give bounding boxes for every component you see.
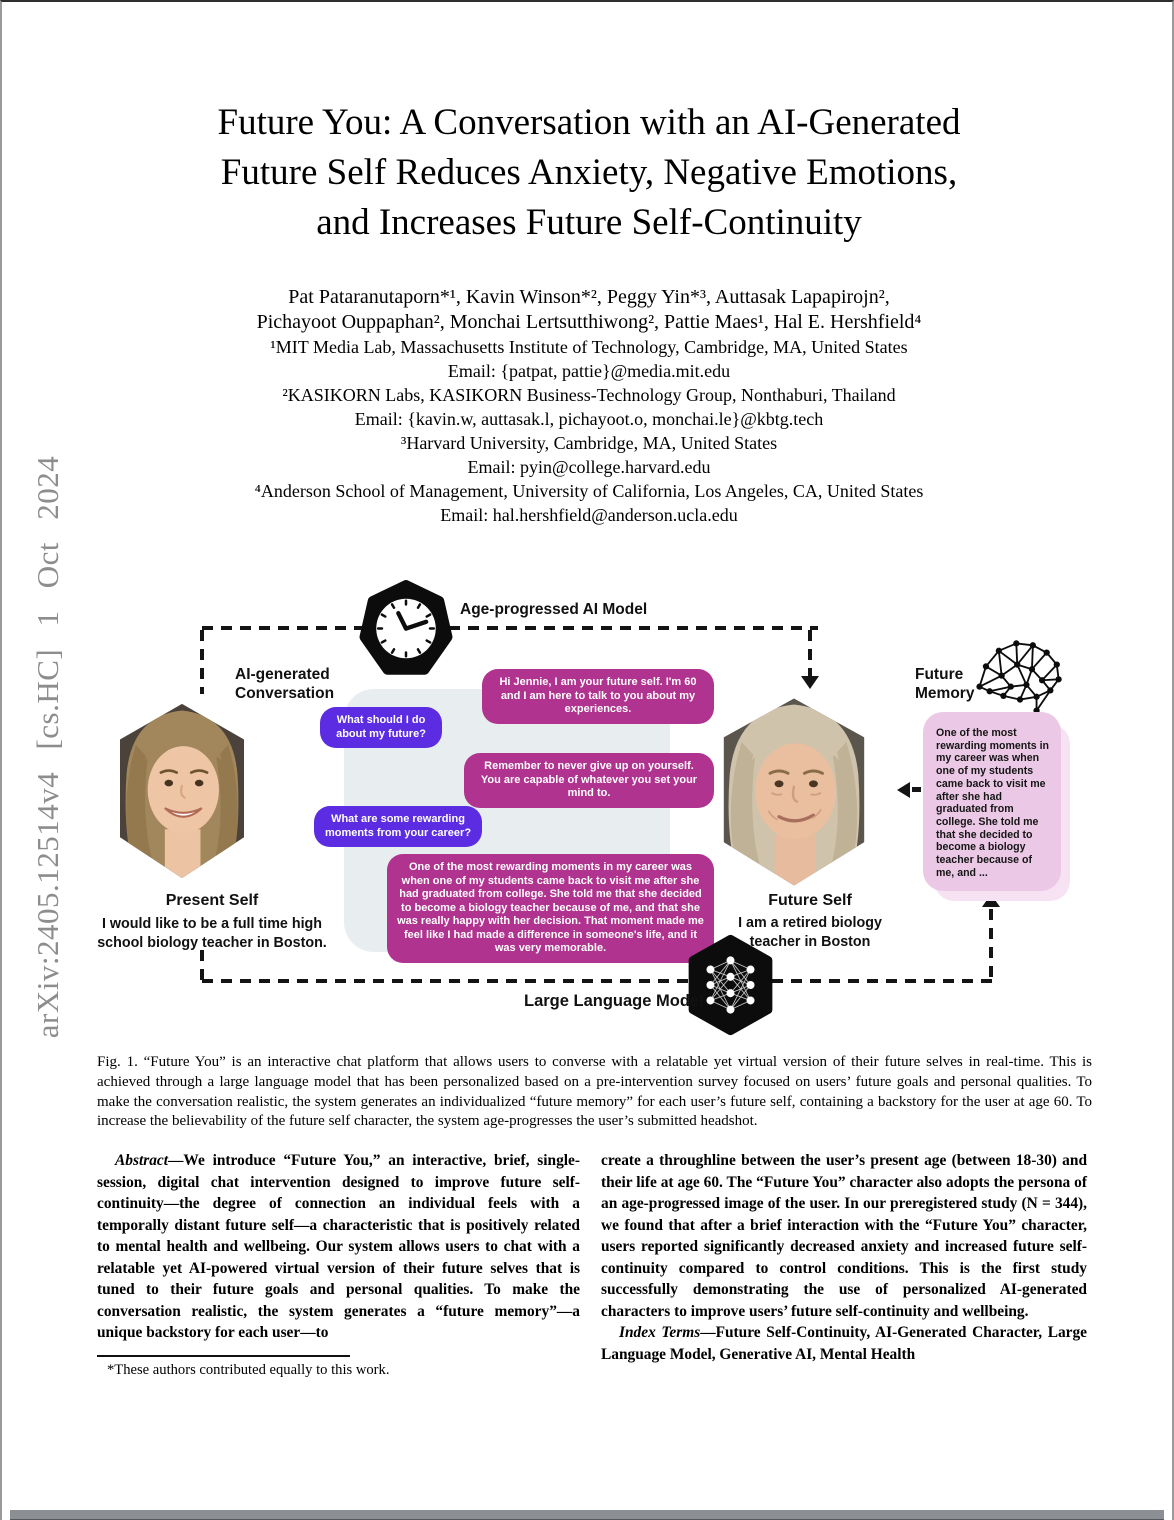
index-terms-label: Index Terms — [619, 1324, 701, 1341]
paper-title-line1: Future You: A Conversation with an AI-Generated — [217, 102, 961, 143]
window-bottom-scrollbar[interactable] — [10, 1510, 1164, 1520]
affiliation-line: ¹MIT Media Lab, Massachusetts Institute of Technology, Cambridge, MA, United States — [270, 337, 908, 357]
affiliation-email: Email: hal.hershfield@anderson.ucla.edu — [440, 505, 738, 525]
paper-title-line2: Future Self Reduces Anxiety, Negative Emotions, — [220, 152, 958, 193]
footnote-text: *These authors contributed equally to this work. — [107, 1362, 390, 1378]
footnote-rule — [97, 1355, 350, 1357]
abstract-text-part2: create a throughline between the user’s present age (between 18-30) and their life at age 60. The “Future You” character also adopts the persona of an age-progressed image of the user. In our preregistered study (N = 344), we found that after a brief interaction with the “Future You” character, users reported significantly decreased anxiety and increased future self-continuity compared to control conditions. This is the first study successfully demonstrating the use of personalized AI-generated characters to improve users’ future self-continuity and wellbeing. — [601, 1152, 1087, 1320]
paper-title — [92, 98, 1086, 248]
chat-bubble-present-self: What should I do about my future? — [320, 707, 442, 748]
chat-bubble-future-self: Hi Jennie, I am your future self. I'm 60 and I am here to talk to you about my experiences. — [482, 669, 714, 724]
clock-icon — [358, 579, 454, 680]
dashed-line-top — [202, 626, 818, 630]
age-progressed-label: Age-progressed AI Model — [460, 601, 648, 618]
affiliation-email: Email: {kavin.w, auttasak.l, pichayoot.o, monchai.le}@kbtg.tech — [354, 409, 824, 429]
arxiv-sidebar-label: arXiv:2405.12514v4 [cs.HC] 1 Oct 2024 — [30, 455, 65, 1039]
index-terms-text: —Future Self-Continuity, AI-Generated Character, Large Language Model, Generative AI, Mental Health — [601, 1324, 1088, 1363]
figure-caption: Fig. 1. “Future You” is an interactive chat platform that allows users to converse with a relatable yet virtual version of their future selves in real-time. This is achieved through a large language model that has been personalized based on a pre-intervention survey focused on users’ future goals and personal qualities. To make the conversation realistic, the system generates an individualized “future memory” for each user’s future self, containing a backstory for the user at age 60. To increase the believability of the future self character, the system age-progresses the user’s submitted headshot. — [97, 1054, 1092, 1130]
author-line: Pat Pataranutaporn*¹, Kavin Winson*², Peggy Yin*³, Auttasak Lapapirojn², — [288, 286, 890, 308]
chat-bubble-present-self: What are some rewarding moments from your career? — [314, 806, 482, 847]
present-self-desc: I would like to be a full time high school biology teacher in Boston. — [97, 916, 327, 951]
future-self-desc: I am a retired biology teacher in Boston — [738, 915, 882, 950]
affiliation-email: Email: pyin@college.harvard.edu — [467, 457, 711, 477]
future-memory-label: Future Memory — [915, 666, 975, 702]
present-self-photo — [116, 702, 248, 880]
future-self-photo — [719, 697, 869, 887]
abstract-text-part1: —We introduce “Future You,” an interactive, brief, single-session, digital chat intervention designed to improve future self-continuity—the degree of connection an individual feels with a temporally distant future self—a characteristic that is positively related to mental health and wellbeing. Our system allows users to chat with a relatable yet AI-powered virtual version of their future selves that is tuned to their future goals and personal qualities. To make the conversation realistic, the system generates a “future memory”—a unique backstory for each user—to — [97, 1152, 580, 1341]
abstract-column-left — [97, 1150, 580, 1344]
dashed-line-to-future-self — [808, 630, 812, 676]
affiliation-line: ³Harvard University, Cambridge, MA, United States — [400, 433, 778, 453]
dashed-line-left-lower — [200, 950, 204, 980]
paper-title-line3: and Increases Future Self-Continuity — [316, 202, 862, 243]
abstract-label: Abstract — [115, 1152, 169, 1169]
future-self-title: Future Self — [768, 892, 852, 909]
chat-bubble-future-self: Remember to never give up on yourself. You are capable of whatever you set your mind to. — [464, 753, 714, 808]
future-memory-bubble: One of the most rewarding moments in my career was when one of my students came back to visit me after she had graduated from college. She told me that she decided to become a biology teacher because of me, and ... — [923, 712, 1061, 891]
abstract-paragraph — [97, 1150, 580, 1344]
affiliation-email: Email: {patpat, pattie}@media.mit.edu — [447, 361, 731, 381]
neural-network-icon — [685, 934, 776, 1041]
dashed-line-left-upper — [200, 630, 204, 694]
dashed-line-to-memory — [989, 909, 993, 979]
author-line: Pichayoot Ouppaphan², Monchai Lertsutthiwong², Pattie Maes¹, Hal E. Hershfield⁴ — [256, 311, 922, 333]
llm-label: Large Language Model — [524, 992, 704, 1010]
affiliation-line: ⁴Anderson School of Management, University of California, Los Angeles, CA, United States — [254, 481, 924, 501]
chat-bubble-future-self: One of the most rewarding moments in my career was when one of my students came back to visit me after she had graduated from college. She told me that she decided to become a biology teacher because of me, and that she was really happy with her decision. That moment made me feel like I had made a difference in someone's life, and it was very memorable. — [387, 854, 714, 963]
ai-conversation-label: AI-generated Conversation — [235, 666, 335, 702]
index-terms-paragraph — [601, 1322, 1087, 1365]
dashed-line-bottom — [202, 979, 992, 983]
arrow-left-dash — [912, 787, 921, 792]
arrow-left-icon — [897, 782, 910, 798]
affiliation-line: ²KASIKORN Labs, KASIKORN Business-Technology Group, Nonthaburi, Thailand — [282, 385, 896, 405]
abstract-column-right — [601, 1150, 1087, 1365]
present-self-title: Present Self — [165, 892, 259, 909]
author-block — [122, 285, 1056, 527]
arrow-down-icon — [801, 676, 819, 689]
